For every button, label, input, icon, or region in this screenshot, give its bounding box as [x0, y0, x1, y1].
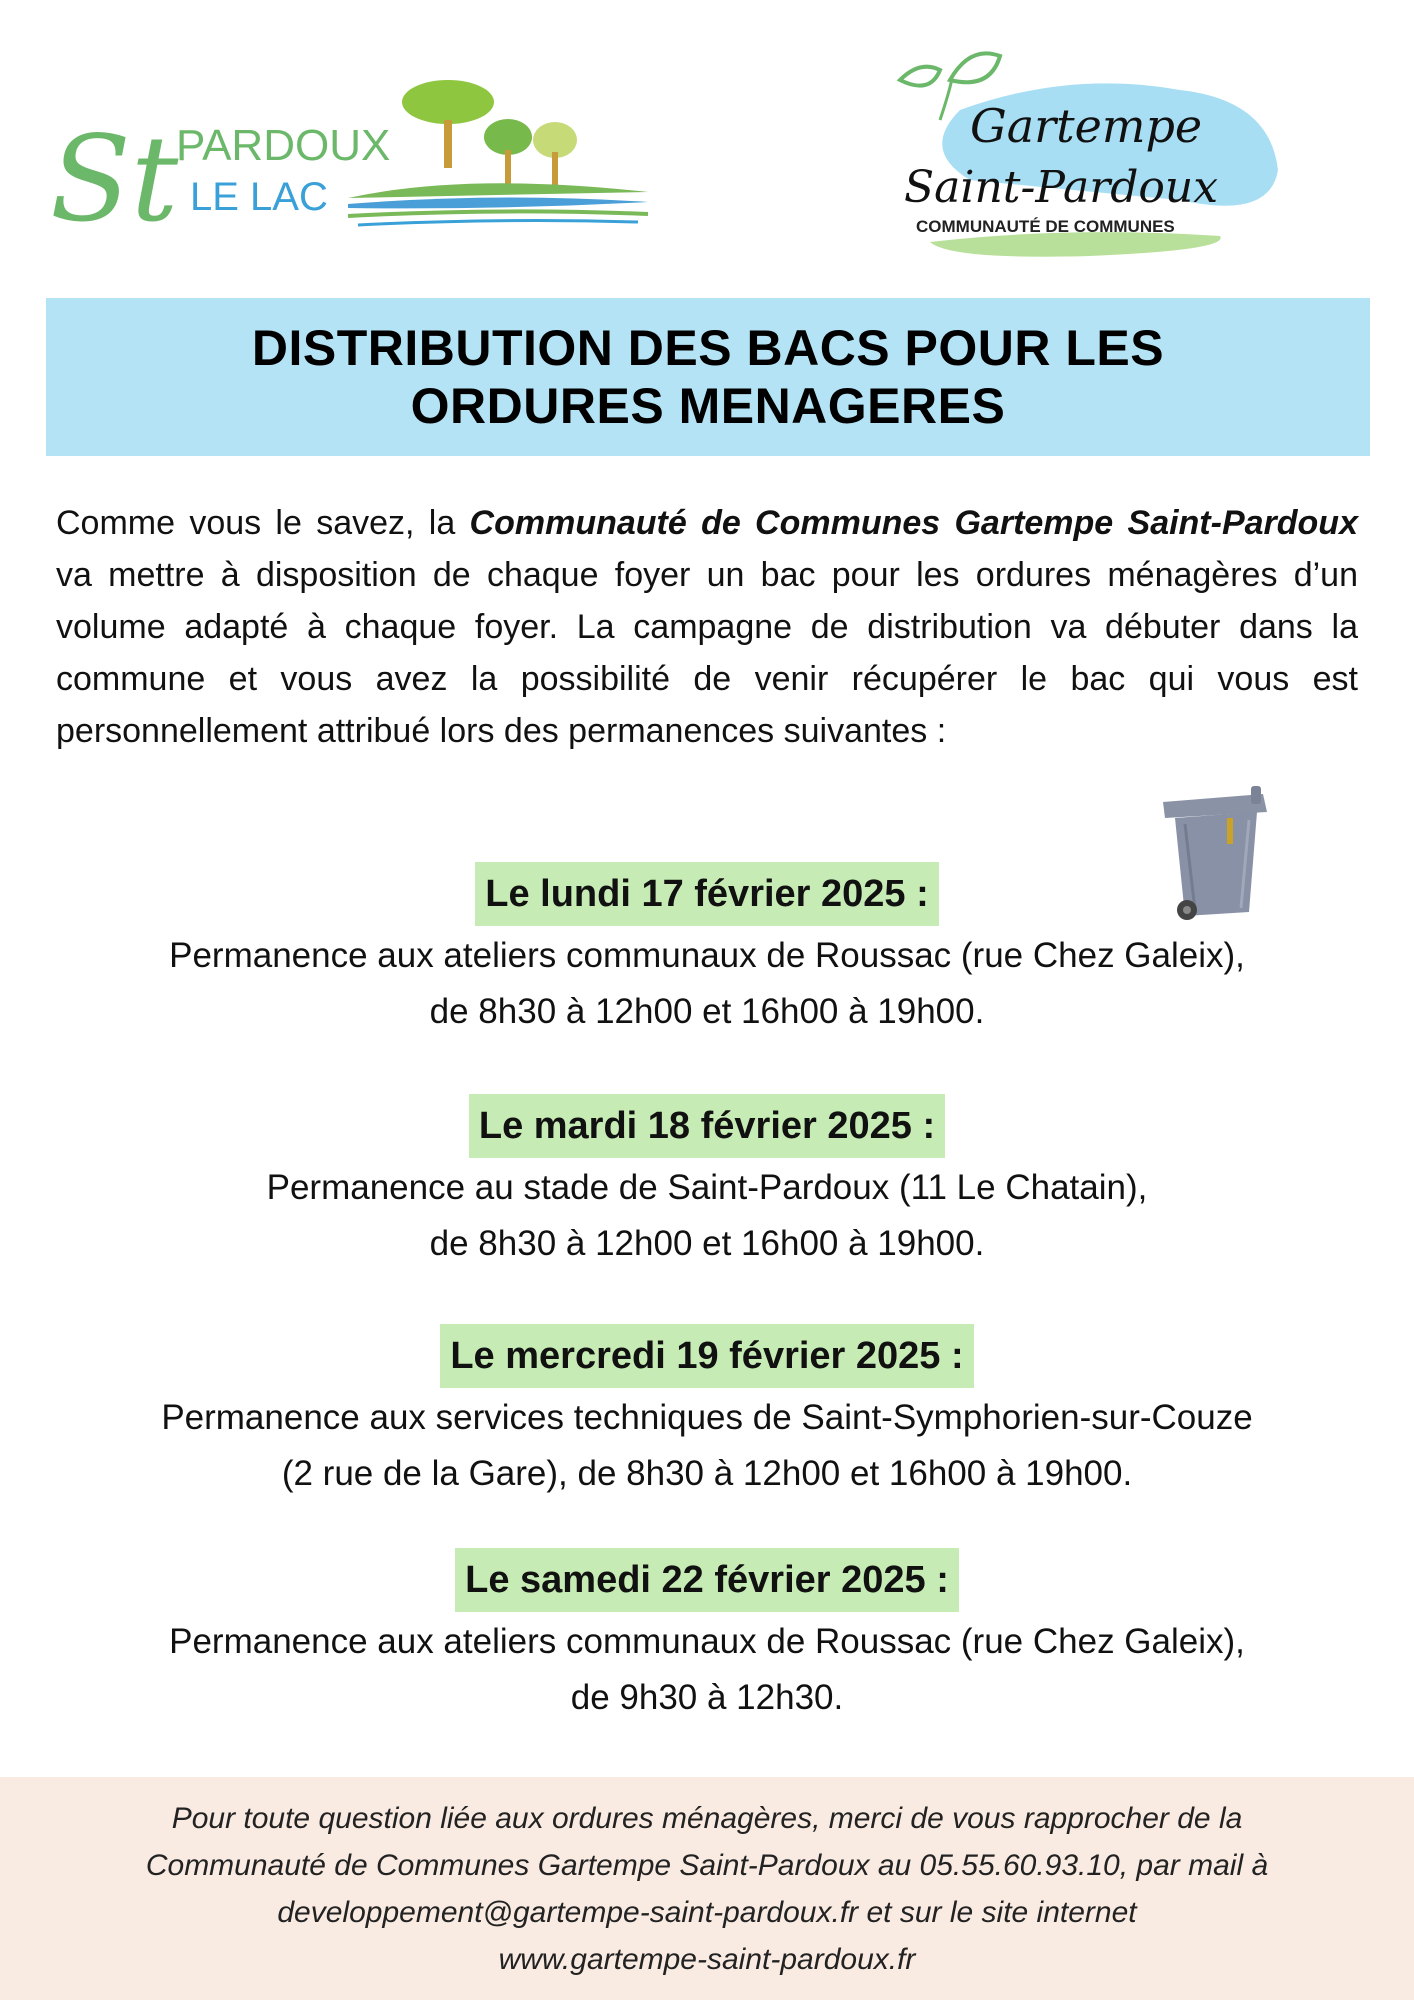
- footer-email-line: developpement@gartempe-saint-pardoux.fr et sur le site internet: [277, 1895, 1137, 1929]
- footer-line-2: Communauté de Communes Gartempe Saint-Pardoux au 05.55.60.93.10, par mail à: [145, 1848, 1269, 1882]
- intro-paragraph: [56, 497, 1358, 757]
- session-date: Le mercredi 19 février 2025 :: [440, 1324, 973, 1388]
- logo-text-le-lac: LE LAC: [190, 175, 328, 219]
- tree-canopy: [402, 80, 494, 124]
- intro-text-before: Comme vous le savez, la: [56, 504, 470, 542]
- session-description-line-2: de 8h30 à 12h00 et 16h00 à 19h00.: [429, 992, 985, 1031]
- session-date: Le mardi 18 février 2025 :: [469, 1094, 945, 1158]
- saint-pardoux-le-lac-logo: [48, 80, 688, 240]
- session-description-line-1: Permanence au stade de Saint-Pardoux (11 Le Chatain),: [266, 1168, 1148, 1207]
- session-date: Le lundi 17 février 2025 :: [475, 862, 939, 926]
- session-description-line-2: de 8h30 à 12h00 et 16h00 à 19h00.: [429, 1224, 985, 1263]
- session-description-line-1: Permanence aux services techniques de Saint-Symphorien-sur-Couze: [161, 1398, 1253, 1437]
- title-banner: [46, 298, 1370, 456]
- session-description-line-2: (2 rue de la Gare), de 8h30 à 12h00 et 16h00 à 19h00.: [281, 1454, 1133, 1493]
- logo-text-pardoux: PARDOUX: [176, 121, 391, 170]
- session-monday: [0, 862, 1414, 1038]
- session-description-line-1: Permanence aux ateliers communaux de Roussac (rue Chez Galeix),: [169, 1622, 1245, 1661]
- session-date: Le samedi 22 février 2025 :: [455, 1548, 959, 1612]
- contact-footer: [0, 1777, 1414, 2000]
- page-title-line-2: ORDURES MENAGERES: [410, 378, 1006, 434]
- page-title-line-1: DISTRIBUTION DES BACS POUR LES: [251, 320, 1165, 376]
- intro-text-after: va mettre à disposition de chaque foyer un bac pour les ordures ménagères d’un volume adapté à chaque foyer. La campagne de distribution va débuter dans la commune et vous avez la possibilité de venir récupérer le bac qui vous est personnellement attribué lors des permanences suivantes :: [56, 556, 1358, 750]
- session-description-line-2: de 9h30 à 12h30.: [570, 1678, 844, 1717]
- footer-website-link[interactable]: www.gartempe-saint-pardoux.fr: [498, 1942, 916, 1976]
- logo-monogram: St: [50, 110, 179, 240]
- logo-text-saint-pardoux: Saint-Pardoux: [904, 162, 1219, 213]
- session-description-line-1: Permanence aux ateliers communaux de Roussac (rue Chez Galeix),: [169, 936, 1245, 975]
- logo-text-gartempe: Gartempe: [970, 99, 1203, 153]
- leaf-icon: [900, 67, 940, 86]
- footer-line-1: Pour toute question liée aux ordures ménagères, merci de vous rapprocher de la: [171, 1801, 1243, 1835]
- intro-emphasis: Communauté de Communes Gartempe Saint-Pardoux: [469, 504, 1358, 542]
- session-wednesday: [0, 1324, 1414, 1500]
- session-saturday: [0, 1548, 1414, 1724]
- session-tuesday: [0, 1094, 1414, 1270]
- logo-tagline: COMMUNAUTÉ DE COMMUNES: [916, 217, 1175, 236]
- gartempe-saint-pardoux-logo: [890, 50, 1290, 270]
